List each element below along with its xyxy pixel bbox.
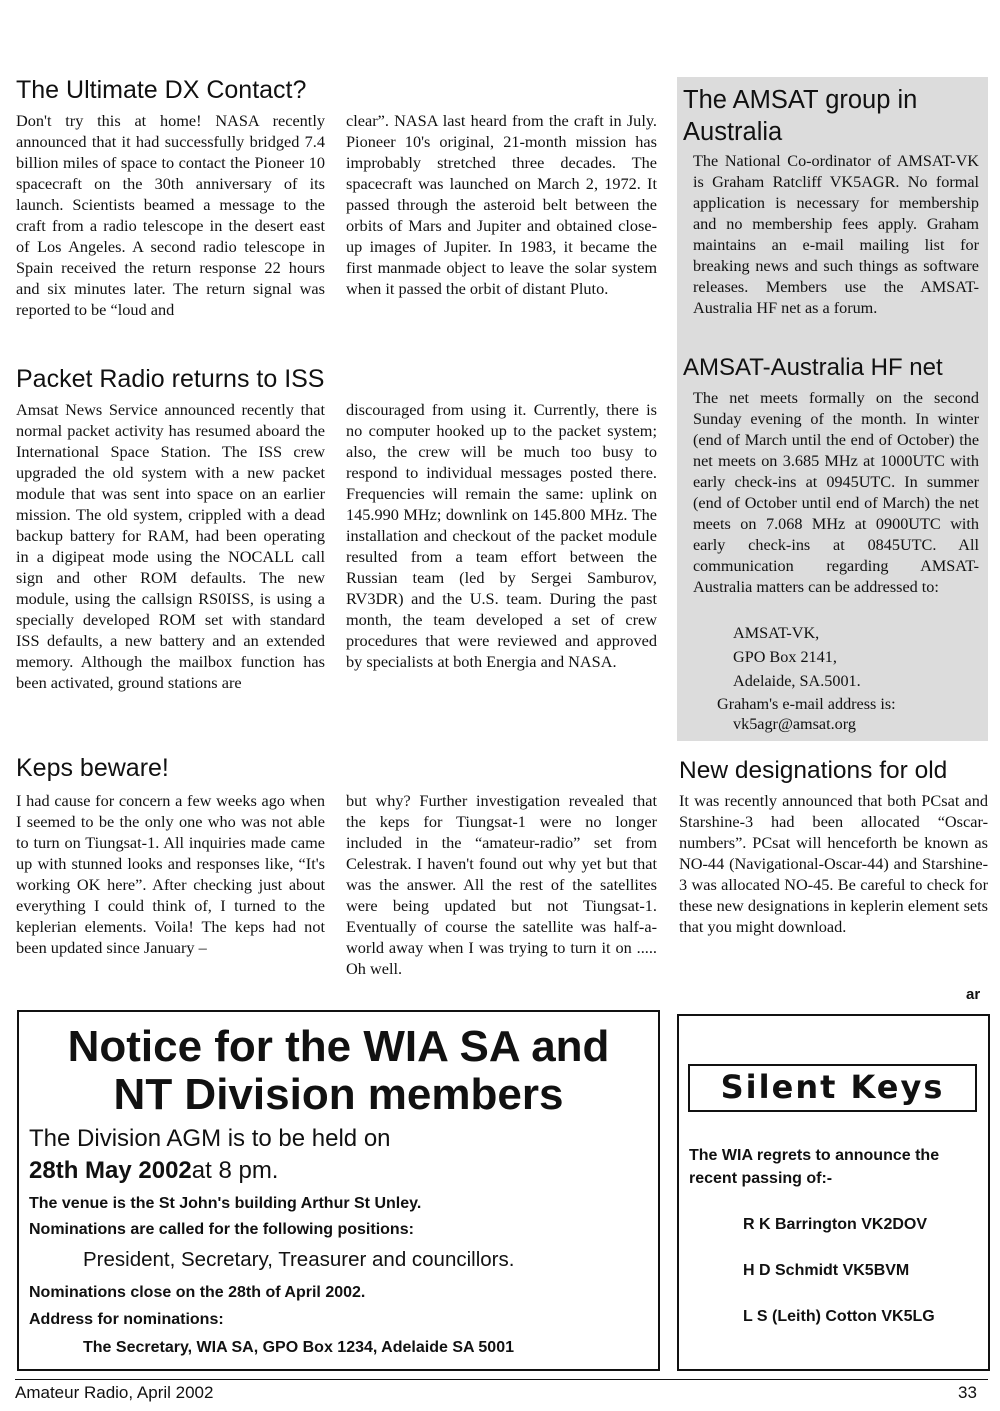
silent-keys-intro-line1: The WIA regrets to announce the	[689, 1147, 940, 1164]
notice-positions: President, Secretary, Treasurer and councillors.	[83, 1248, 515, 1271]
silent-keys-title-box	[688, 1064, 977, 1112]
amsat-group-title-line1: The AMSAT group in	[683, 86, 918, 114]
email-label: Graham's e-mail address is:	[717, 695, 896, 713]
amsat-hf-net-title: AMSAT-Australia HF net	[683, 354, 943, 381]
notice-nominations-called: Nominations are called for the following positions:	[29, 1221, 414, 1238]
notice-address-label: Address for nominations:	[29, 1311, 224, 1328]
packet-article-col2: discouraged from using it. Currently, there is no computer hooked up to the packet system; also, the crew will be much too busy to respond to individual messages posted there. Frequencies will remain the same: uplink on 145.990 MHz; downlink on 145.800 MHz. The installation and checkout of the packet module resulted from a team effort between the Russian team (led by Sergei Samburov, RV3DR) and the U.S. team. During the past month, the team developed a set of crew procedures that were reviewed and approved by specialists at both Energia and NASA.	[346, 400, 657, 671]
notice-venue: The venue is the St John's building Arthur St Unley.	[29, 1195, 422, 1212]
dx-article-title: The Ultimate DX Contact?	[16, 76, 307, 104]
packet-article-title: Packet Radio returns to ISS	[16, 365, 325, 393]
notice-title-line1: Notice for the WIA SA and	[67, 1022, 610, 1071]
silent-keys-intro-line2: recent passing of:-	[689, 1170, 833, 1187]
end-mark: ar	[966, 986, 981, 1003]
notice-box	[17, 1010, 660, 1371]
amsat-group-body: The National Co-ordinator of AMSAT-VK is Graham Ratcliff VK5AGR. No formal application is necessary for membership and no membership fees apply. Graham maintains an e-mail mailing list for breaking news and such things as software releases. Members use the AMSAT-Australia HF net as a forum.	[693, 152, 979, 317]
amsat-hf-net-body: The net meets formally on the second Sunday evening of the month. In winter (end of March until the end of October) the net meets on 3.685 MHz at 1000UTC with early check-ins at 0945UTC. In summer (end of October until end of March) the net meets on 7.068 MHz at 0900UTC with early check-ins at 0845UTC. All communication regarding AMSAT-Australia matters can be addressed to:	[693, 389, 979, 596]
notice-nominations-close: Nominations close on the 28th of April 2002.	[29, 1284, 366, 1301]
amsat-address-line3: Adelaide, SA.5001.	[733, 672, 861, 690]
amsat-address-line2: GPO Box 2141,	[733, 648, 837, 666]
notice-title-line2: NT Division members	[113, 1070, 564, 1119]
keps-article-col1: I had cause for concern a few weeks ago when I seemed to be the only one who was not able to turn on Tiungsat-1. All inquiries made came up with stunned looks and responses like, “It's working OK here”. After checking just about everything I could think of, I turned to the keplerian elements. Voila! The keps had not been updated since January –	[16, 791, 325, 957]
email-address: vk5agr@amsat.org	[733, 715, 856, 733]
silent-key-name: L S (Leith) Cotton VK5LG	[743, 1308, 935, 1325]
notice-agm-date: 28th May 2002	[29, 1157, 192, 1184]
page-number: 33	[958, 1383, 977, 1402]
footer-publication: Amateur Radio, April 2002	[15, 1383, 214, 1402]
designations-article-title: New designations for old	[679, 757, 948, 784]
notice-address: The Secretary, WIA SA, GPO Box 1234, Adelaide SA 5001	[83, 1339, 514, 1356]
keps-article-title: Keps beware!	[16, 754, 169, 782]
silent-key-name: H D Schmidt VK5BVM	[743, 1262, 910, 1279]
dx-article-col1: Don't try this at home! NASA recently announced that it had successfully bridged 7.4 billion miles of space to contact the Pioneer 10 spacecraft on the 30th anniversary of its launch. Scientists beamed a message to the craft from a radio telescope in the desert east of Los Angeles. A second radio telescope in Spain received the return response 22 hours and six minutes later. The return signal was reported to be “loud and	[16, 111, 325, 319]
silent-keys-title: Silent Keys	[720, 1068, 945, 1106]
dx-article-col2: clear”. NASA last heard from the craft in July. Pioneer 10's original, 21-month mission has improbably stretched three decades. The spacecraft was launched on March 2, 1972. It passed through the asteroid belt between the orbits of Mars and Jupiter and obtained close-up images of Jupiter. In 1983, it became the first manmade object to leave the solar system when it passed the orbit of distant Pluto.	[346, 111, 657, 298]
silent-key-name: R K Barrington VK2DOV	[743, 1216, 928, 1233]
amsat-sidebar	[677, 77, 988, 741]
notice-agm-line: The Division AGM is to be held on	[29, 1125, 391, 1152]
silent-keys-box	[677, 1014, 990, 1371]
keps-article-col2: but why? Further investigation revealed that the keps for Tiungsat-1 were no longer included in the “amateur-radio” set from Celestrak. I haven't found out why yet but that was the answer. All the rest of the satellites were being updated but not Tiungsat-1. Eventually of course the satellite was half-a-world away when I was trying to turn it on ..... Oh well.	[346, 791, 657, 978]
notice-agm-time: at 8 pm.	[191, 1157, 279, 1184]
packet-article-col1: Amsat News Service announced recently that normal packet activity has resumed aboard the International Space Station. The ISS crew upgraded the old system with a new packet module that was sent into space on an earlier mission. The old system, crippled with a dead backup battery for RAM, had been operating in a digipeat mode using the NOCALL call sign and other ROM defaults. The new module, using the callsign RS0ISS, is using a specially developed ROM set with standard ISS defaults, a new battery and an extended memory. Although the mailbox function has been activated, ground stations are	[16, 400, 325, 692]
amsat-address-line1: AMSAT-VK,	[733, 624, 820, 642]
footer-rule	[15, 1379, 988, 1380]
designations-article-body: It was recently announced that both PCsat and Starshine-3 had been allocated “Oscar-numbers”. PCsat will henceforth be known as NO-44 (Navigational-Oscar-44) and Starshine-3 was allocated NO-45. Be careful to check for these new designations in keplerin element sets that you might download.	[679, 791, 988, 936]
amsat-group-title-line2: Australia	[683, 118, 783, 146]
